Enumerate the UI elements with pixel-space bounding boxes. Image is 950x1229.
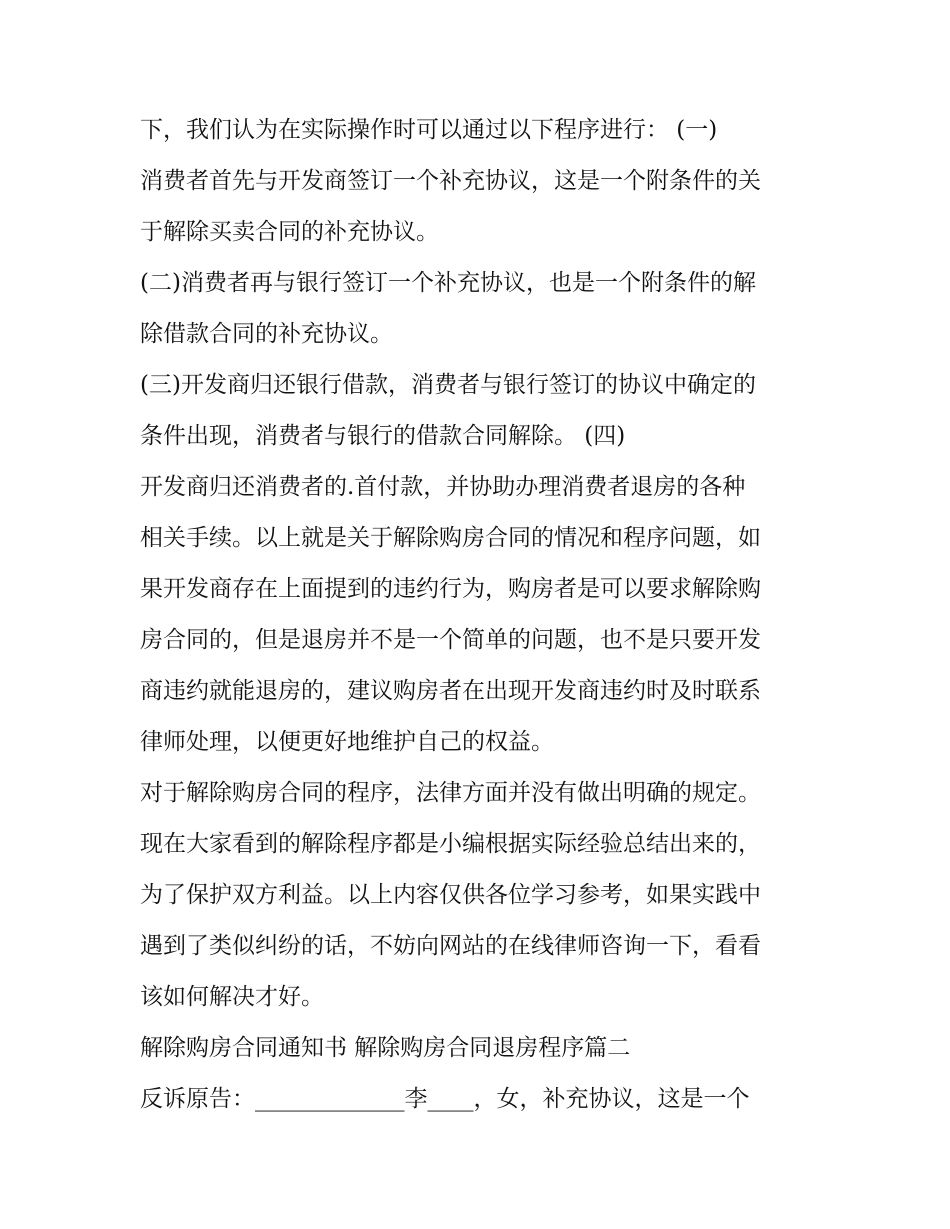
text-line-11: 房合同的，但是退房并不是一个简单的问题，也不是只要开发	[140, 627, 761, 653]
text-line-1: 下，我们认为在实际操作时可以通过以下程序进行： (一)	[140, 117, 718, 143]
text-line-18: 该如何解决才好。	[140, 984, 324, 1010]
text-line-17: 遇到了类似纠纷的话，不妨向网站的在线律师咨询一下，看看	[140, 933, 761, 959]
section-heading: 解除购房合同通知书 解除购房合同退房程序篇二	[140, 1035, 631, 1061]
text-line-2: 消费者首先与开发商签订一个补充协议，这是一个附条件的关	[140, 168, 761, 194]
text-line-12: 商违约就能退房的，建议购房者在出现开发商违约时及时联系	[140, 678, 761, 704]
text-line-20: 反诉原告：_____________李____，女，补充协议，这是一个	[140, 1086, 750, 1112]
text-line-4: (二)消费者再与银行签订一个补充协议，也是一个附条件的解	[140, 270, 756, 296]
text-line-7: 条件出现，消费者与银行的借款合同解除。 (四)	[140, 423, 626, 449]
text-line-8: 开发商归还消费者的.首付款，并协助办理消费者退房的各种	[140, 474, 746, 500]
text-line-16: 为了保护双方利益。以上内容仅供各位学习参考，如果实践中	[140, 882, 761, 908]
text-line-15: 现在大家看到的解除程序都是小编根据实际经验总结出来的，	[140, 831, 761, 857]
text-line-10: 果开发商存在上面提到的违约行为，购房者是可以要求解除购	[140, 576, 761, 602]
text-line-3: 于解除买卖合同的补充协议。	[140, 219, 439, 245]
text-line-5: 除借款合同的补充协议。	[140, 321, 393, 347]
document-body	[140, 108, 830, 1128]
text-line-9: 相关手续。以上就是关于解除购房合同的情况和程序问题，如	[140, 525, 761, 551]
text-line-14: 对于解除购房合同的程序，法律方面并没有做出明确的规定。	[140, 780, 761, 806]
text-line-13: 律师处理，以便更好地维护自己的权益。	[140, 729, 554, 755]
text-line-6: (三)开发商归还银行借款，消费者与银行签订的协议中确定的	[140, 372, 756, 398]
